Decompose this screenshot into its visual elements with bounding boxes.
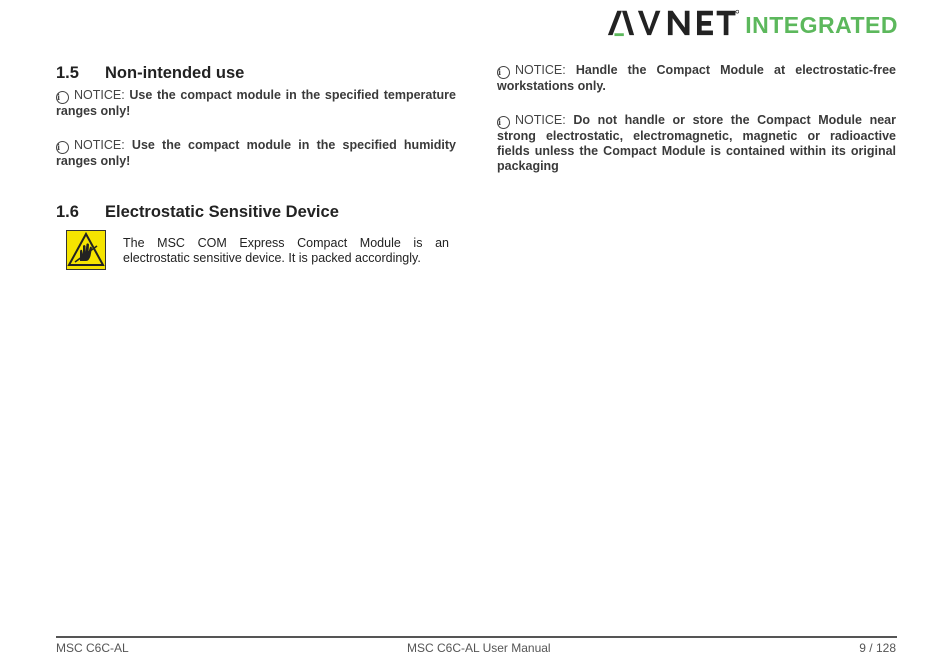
section-title: Non-intended use xyxy=(105,64,245,82)
logo-suffix: INTEGRATED xyxy=(745,12,898,38)
notice-text: Use the compact module in the specified temperature ranges only! xyxy=(56,88,456,118)
info-icon: i xyxy=(56,91,69,104)
esd-warning-icon xyxy=(66,230,106,270)
notice-temperature xyxy=(56,88,456,119)
esd-description: The MSC COM Express Compact Module is an electrostatic sensitive device. It is packed accordingly. xyxy=(123,236,449,265)
section-heading-1-5 xyxy=(56,64,244,83)
avnet-integrated-logo xyxy=(606,6,898,40)
footer-document-title: MSC C6C-AL User Manual xyxy=(407,641,551,655)
section-number: 1.5 xyxy=(56,64,79,82)
notice-label: NOTICE: xyxy=(515,113,566,127)
info-icon: i xyxy=(497,116,510,129)
notice-text: Use the compact module in the specified humidity ranges only! xyxy=(56,138,457,168)
footer-divider xyxy=(56,636,897,638)
footer-page-number: 9 / 128 xyxy=(859,641,896,655)
info-icon: i xyxy=(56,141,69,154)
section-title: Electrostatic Sensitive Device xyxy=(105,203,339,221)
info-icon: i xyxy=(497,66,510,79)
notice-label: NOTICE: xyxy=(74,138,125,152)
notice-label: NOTICE: xyxy=(74,88,125,102)
section-heading-1-6 xyxy=(56,203,339,222)
notice-text: Handle the Compact Module at electrostatic-free workstations only. xyxy=(497,63,896,93)
notice-humidity xyxy=(56,138,456,169)
notice-label: NOTICE: xyxy=(515,63,566,77)
notice-workstations xyxy=(497,63,896,94)
notice-storage xyxy=(497,113,896,174)
footer-product: MSC C6C-AL xyxy=(56,641,129,655)
section-number: 1.6 xyxy=(56,203,79,221)
notice-text: Do not handle or store the Compact Module near strong electrostatic, electromagnetic, magnetic or radioactive fields unless the Compact Module is contained within its original packaging xyxy=(497,113,896,173)
avnet-logo-icon xyxy=(606,6,739,38)
